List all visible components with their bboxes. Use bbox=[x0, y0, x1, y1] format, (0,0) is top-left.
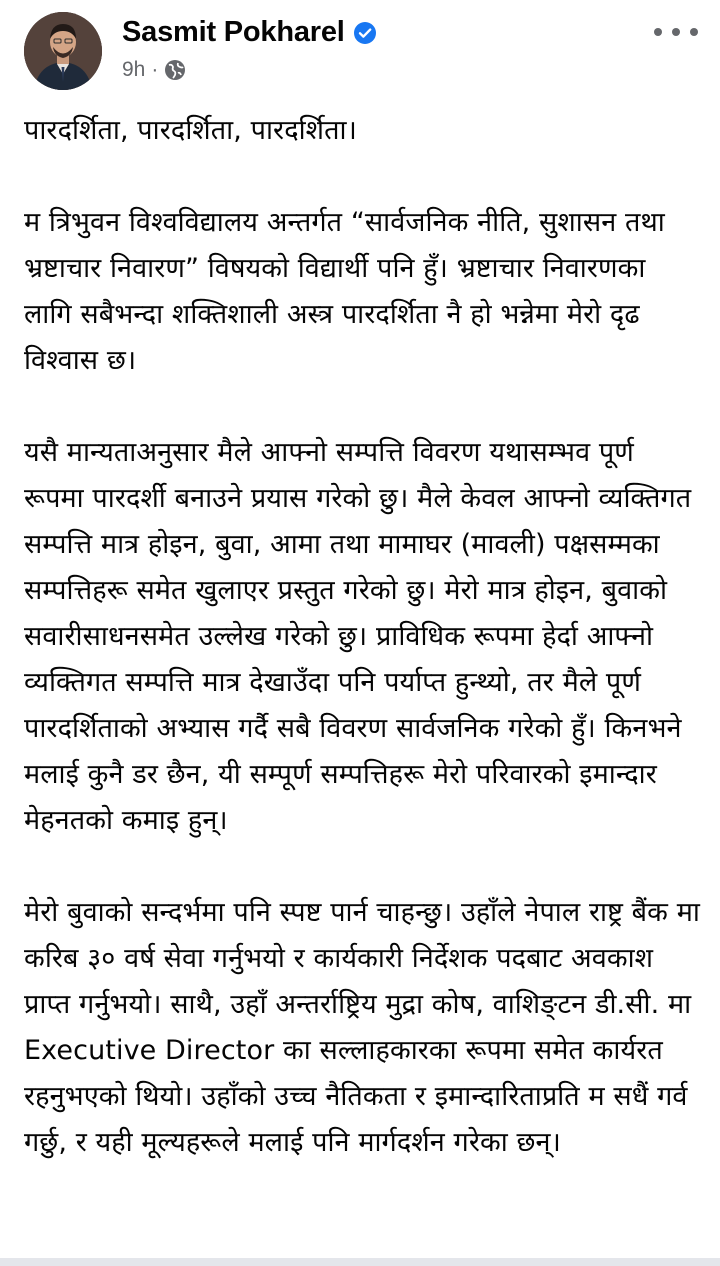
post-paragraph-4: मेरो बुवाको सन्दर्भमा पनि स्पष्ट पार्न चाहन्छु। उहाँले नेपाल राष्ट्र बैंक मा करिब ३० वर्ष सेवा गर्नुभयो र कार्यकारी निर्देशक पदबाट अवकाश प्राप्त गर्नुभयो। साथै, उहाँ अन्तर्राष्ट्रिय मुद्रा कोष, वाशिङ्टन डी.सी. मा Executive Director का सल्लाहकारका रूपमा समेत कार्यरत रहनुभएको थियो। उहाँको उच्च नैतिकता र इमान्दारिताप्रति म सधैं गर्व गर्छु, र यही मूल्यहरूले मलाई पनि मार्गदर्शन गरेका छन्। bbox=[24, 897, 700, 1158]
author-row bbox=[122, 16, 377, 49]
more-dot bbox=[672, 28, 680, 36]
post-timestamp[interactable]: 9h bbox=[122, 58, 146, 81]
more-options-icon[interactable] bbox=[654, 18, 698, 46]
more-dot bbox=[654, 28, 662, 36]
verified-badge-icon bbox=[353, 21, 377, 45]
post-divider bbox=[0, 1258, 720, 1266]
meta-separator: · bbox=[151, 58, 159, 81]
more-dot bbox=[690, 28, 698, 36]
post-paragraph-1: पारदर्शिता, पारदर्शिता, पारदर्शिता। bbox=[24, 115, 357, 146]
post-body bbox=[24, 108, 700, 1212]
post-paragraph-2: म त्रिभुवन विश्वविद्यालय अन्तर्गत “सार्वजनिक नीति, सुशासन तथा भ्रष्टाचार निवारण” विषयको विद्यार्थी पनि हुँ। भ्रष्टाचार निवारणका लागि सबैभन्दा शक्तिशाली अस्त्र पारदर्शिता नै हो भन्नेमा मेरो दृढ विश्वास छ। bbox=[24, 207, 665, 376]
post-paragraph-3: यसै मान्यताअनुसार मैले आफ्नो सम्पत्ति विवरण यथासम्भव पूर्ण रूपमा पारदर्शी बनाउने प्रयास गरेको छु। मैले केवल आफ्नो व्यक्तिगत सम्पत्ति मात्र होइन, बुवा, आमा तथा मामाघर (मावली) पक्षसम्मका सम्पत्तिहरू समेत खुलाएर प्रस्तुत गरेको छु। मेरो मात्र होइन, बुवाको सवारीसाधनसमेत उल्लेख गरेको छु। प्राविधिक रूपमा हेर्दा आफ्नो व्यक्तिगत सम्पत्ति मात्र देखाउँदा पनि पर्याप्त हुन्थ्यो, तर मैले पूर्ण पारदर्शिताको अभ्यास गर्दै सबै विवरण सार्वजनिक गरेको हुँ। किनभने मलाई कुनै डर छैन, यी सम्पूर्ण सम्पत्तिहरू मेरो परिवारको इमान्दार मेहनतको कमाइ हुन्। bbox=[24, 437, 692, 836]
avatar[interactable] bbox=[24, 12, 102, 90]
post-header bbox=[24, 10, 704, 92]
post-meta bbox=[122, 58, 186, 82]
profile-photo bbox=[24, 12, 102, 90]
author-name[interactable]: Sasmit Pokharel bbox=[122, 16, 345, 48]
globe-icon bbox=[164, 59, 186, 81]
